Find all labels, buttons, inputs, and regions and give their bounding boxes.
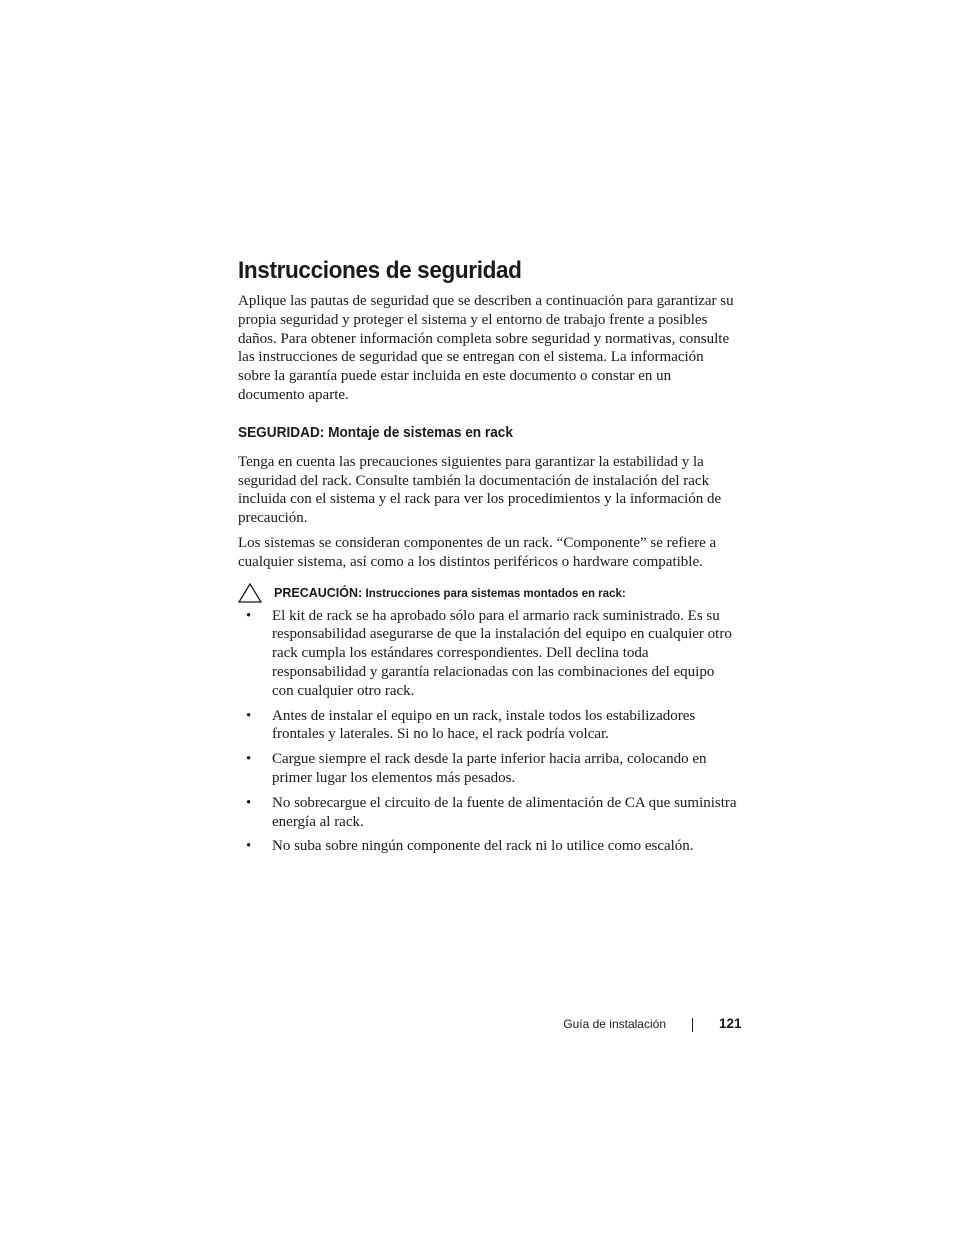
page-title: Instrucciones de seguridad: [238, 257, 522, 284]
list-item: [238, 794, 738, 832]
section-heading: SEGURIDAD: Montaje de sistemas en rack: [238, 424, 513, 441]
caution-note: [238, 584, 738, 603]
list-item: [238, 750, 738, 788]
section-paragraph-1: Tenga en cuenta las precauciones siguientes para garantizar la estabilidad y la seguridad del rack. Consulte también la documentación de instalación del rack incluida con el sistema y el rack para ver los procedimientos y la información de precaución.: [238, 453, 722, 527]
page-number: 121: [719, 1016, 742, 1031]
intro-paragraph: Aplique las pautas de seguridad que se describen a continuación para garantizar su propia seguridad y proteger el sistema y el entorno de trabajo frente a posibles daños. Para obtener información completa sobre seguridad y normativas, consulte las instrucciones de seguridad que se entregan con el sistema. La información sobre la garantía puede estar incluida en este documento o constar en un documento aparte.: [238, 293, 734, 403]
footer-divider: [692, 1018, 693, 1032]
bullet-marker: •: [246, 751, 252, 768]
caution-text: Instrucciones para sistemas montados en rack:: [365, 587, 626, 600]
bullet-marker: •: [246, 707, 252, 724]
page-footer: [0, 1014, 954, 1034]
list-item-text: No sobrecargue el circuito de la fuente de alimentación de CA que suministra energía al rack.: [272, 794, 737, 830]
list-item-text: Antes de instalar el equipo en un rack, instale todos los estabilizadores frontales y laterales. Si no lo hace, el rack podría volcar.: [272, 707, 696, 743]
list-item: [238, 837, 738, 856]
caution-label: PRECAUCIÓN:: [274, 585, 363, 600]
caution-bullet-list: [238, 607, 738, 857]
footer-guide-title: Guía de instalación: [563, 1017, 666, 1031]
section-paragraph-2: Los sistemas se consideran componentes de un rack. “Componente” se refiere a cualquier sistema, así como a los distintos periféricos o hardware compatible.: [238, 534, 717, 570]
list-item-text: El kit de rack se ha aprobado sólo para el armario rack suministrado. Es su responsabilidad asegurarse de que la instalación del equipo en cualquier otro rack cumpla los estándares correspondientes. Dell declina toda responsabilidad y garantía relacionadas con las combinaciones del equipo con cualquier otro rack.: [272, 607, 732, 699]
list-item-text: Cargue siempre el rack desde la parte inferior hacia arriba, colocando en primer lugar los elementos más pesados.: [272, 751, 707, 786]
bullet-marker: •: [246, 838, 252, 855]
page-content: [238, 254, 738, 862]
list-item-text: No suba sobre ningún componente del rack ni lo utilice como escalón.: [272, 838, 694, 855]
caution-triangle-icon: [238, 583, 262, 603]
bullet-marker: •: [246, 607, 252, 624]
list-item: [238, 707, 738, 745]
bullet-marker: •: [246, 794, 252, 811]
list-item: [238, 607, 738, 701]
